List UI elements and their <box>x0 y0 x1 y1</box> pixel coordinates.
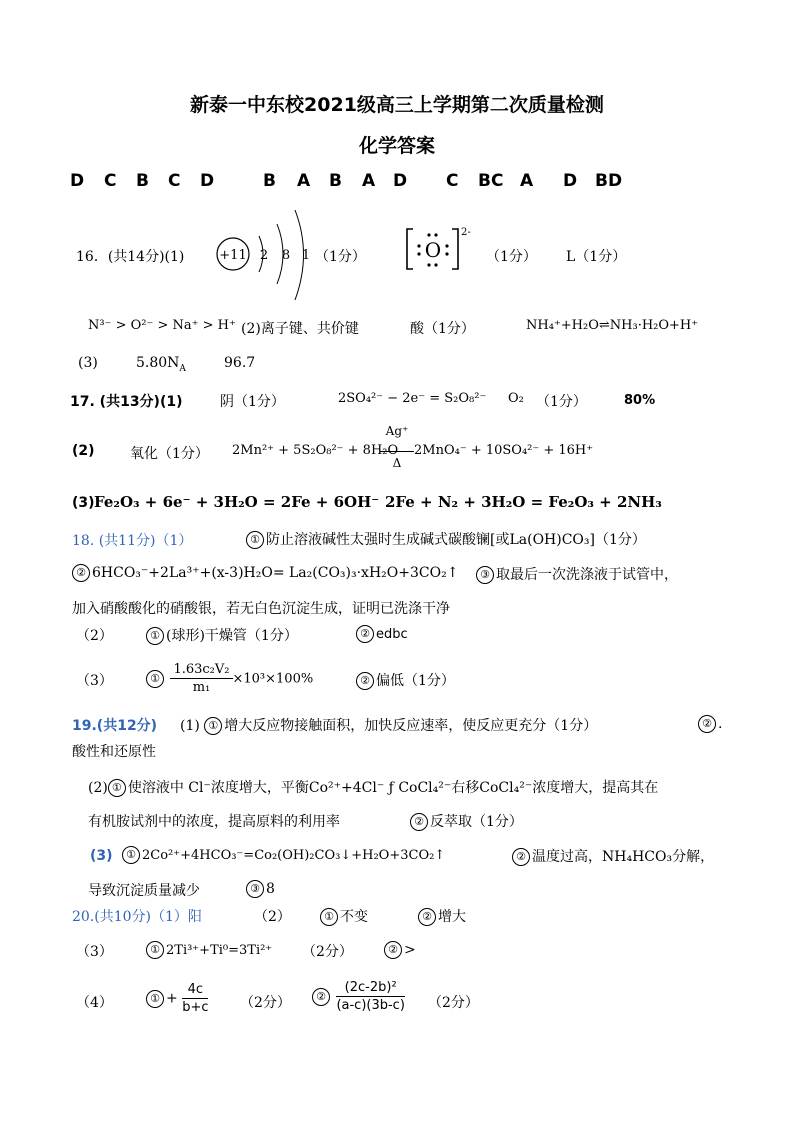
q20-b1: ① 2Ti³⁺+Ti⁰=3Ti²⁺ <box>146 941 272 959</box>
heat-label: Δ <box>392 456 402 470</box>
q16-head: 16．(共14分)(1) <box>76 249 185 265</box>
q19-c2-cont: 导致沉淀质量减少 <box>88 883 200 899</box>
q19-b1-cont: 有机胺试剂中的浓度，提高原料的利用率 <box>88 814 340 830</box>
q17-equation-2-left: 2Mn²⁺ + 5S₂O₈²⁻ + 8H₂O <box>232 443 399 458</box>
q17-equation-1: 2SO₄²⁻ − 2e⁻ = S₂O₈²⁻ <box>338 391 487 406</box>
q19-c2: ② 温度过高，NH₄HCO₃分解， <box>512 846 714 866</box>
q20-a1: ① 不变 <box>320 906 368 926</box>
q17-o2: O₂ <box>508 391 524 406</box>
page-title: 新泰一中东校2021级高三上学期第二次质量检测 <box>190 94 604 116</box>
q17-head: 17. (共13分)(1) <box>70 394 183 410</box>
q18-b1: ① (球形)干燥管（1分） <box>146 625 298 645</box>
q19-a2: 酸性和还原性 <box>72 744 156 760</box>
q18-answer-2: ② 6HCO₃⁻+2La³⁺+(x-3)H₂O= La₂(CO₃)₃·xH₂O+3CO₂↑ <box>72 564 458 582</box>
shell-3-count: 1 <box>301 248 311 263</box>
q17-equation-3: Fe₂O₃ + 6e⁻ + 3H₂O = 2Fe + 6OH⁻ <box>94 493 380 511</box>
q18-answer-1: ① 防止溶液碱性太强时生成碱式碳酸镧[或La(OH)CO₃]（1分） <box>246 529 646 549</box>
nucleus-charge: +11 <box>219 248 247 263</box>
q20-c2-score: （2分） <box>428 995 479 1011</box>
mc-answer: C <box>104 171 117 191</box>
shell-2-count: 8 <box>281 248 291 263</box>
q19-b2: ② 反萃取（1分） <box>410 811 523 831</box>
q17-part-3: (3) <box>72 495 95 511</box>
q17-part-2: (2) <box>72 443 95 459</box>
q19-b1: (2) ① 使溶液中 Cl⁻浓度增大，平衡Co²⁺+4Cl⁻ ƒ CoCl₄²⁻右移CoCl₄²⁻浓度增大，提高其在 <box>88 780 659 796</box>
q18-part-3: （3） <box>76 673 113 689</box>
q20-c2: ② $\frac{\text{(2c-2b)²}}{(a-c)(3b-c)}$ <box>312 980 405 1013</box>
mc-answer: B <box>329 171 342 191</box>
mc-answer: C <box>168 171 181 191</box>
q20-part-3: （3） <box>76 944 113 960</box>
sodium-atom-structure-diagram <box>214 206 314 306</box>
reaction-arrow-line <box>380 451 414 452</box>
mc-answer: D <box>393 171 408 191</box>
q16-part-3: (3) <box>78 355 98 371</box>
q20-b2: ② > <box>384 941 416 959</box>
oxide-ion-electron-dot <box>405 221 480 276</box>
q18-head: 18. (共11分)（1） <box>72 533 193 549</box>
q20-part-2: （2） <box>254 909 291 925</box>
q16-value-1: $5.80N_A$ <box>136 355 186 374</box>
q17-oxidation: 氧化（1分） <box>130 446 209 462</box>
q17-answer-1: 阴（1分） <box>220 394 285 410</box>
mc-answer: D <box>563 171 578 191</box>
q18-b2: ② edbc <box>356 625 408 643</box>
svg-text:O: O <box>424 238 442 262</box>
q20-a2: ② 增大 <box>418 906 466 926</box>
hydrolysis-equation: NH₄⁺+H₂O⇌NH₃·H₂O+H⁺ <box>526 318 699 333</box>
q16-part-2: (2)离子键、共价键 <box>241 321 359 337</box>
shell-1-count: 2 <box>259 248 269 263</box>
q19-a1: (1) ① 增大反应物接触面积，加快反应速率，使反应更充分（1分） <box>180 718 598 734</box>
q16-score-2: （1分） <box>486 249 537 265</box>
page-subtitle: 化学答案 <box>358 135 435 157</box>
q20-c1: ① + $\frac{4c}{b+c}$ <box>146 982 208 1015</box>
ion-charge: 2- <box>461 227 471 238</box>
q19-head: 19.(共12分) <box>72 718 158 734</box>
q20-b1-score: （2分） <box>302 944 353 960</box>
mc-answer: A <box>297 171 311 191</box>
q18-part-2: （2） <box>76 628 113 644</box>
mc-answer: D <box>70 171 85 191</box>
q18-answer-3-cont: 加入硝酸酸化的硝酸银，若无白色沉淀生成，证明已洗涤干净 <box>72 601 450 617</box>
mc-answer: BC <box>478 171 504 191</box>
ion-radius-order: N³⁻ > O²⁻ > Na⁺ > H⁺ <box>88 318 236 333</box>
mc-answer: B <box>263 171 276 191</box>
mc-answer: BD <box>595 171 623 191</box>
q18-c2: ② 偏低（1分） <box>356 670 455 690</box>
q17-equation-4: 2Fe + N₂ + 3H₂O = Fe₂O₃ + 2NH₃ <box>385 493 662 511</box>
q19-c3: ③ 8 <box>246 880 275 898</box>
q20-head: 20.(共10分)（1）阳 <box>72 909 202 925</box>
q16-acid: 酸（1分） <box>410 321 475 337</box>
q16-answer-L: L（1分） <box>566 249 627 265</box>
q20-part-4: （4） <box>76 995 113 1011</box>
q19-a2-marker: ② . <box>698 715 722 733</box>
q16-score-1: （1分） <box>315 249 366 265</box>
q18-answer-3: ③ 取最后一次洗涤液于试管中， <box>476 564 678 584</box>
mc-answer: B <box>136 171 149 191</box>
q19-c1: ① 2Co²⁺+4HCO₃⁻=Co₂(OH)₂CO₃↓+H₂O+3CO₂↑ <box>122 846 445 864</box>
catalyst-label: Ag⁺ <box>385 424 409 438</box>
q16-value-2: 96.7 <box>224 355 256 371</box>
q17-equation-2-right: 2MnO₄⁻ + 10SO₄²⁻ + 16H⁺ <box>414 443 594 458</box>
q19-part-3: (3) <box>90 848 113 864</box>
mc-answer: C <box>446 171 459 191</box>
q17-percent: 80% <box>624 393 656 408</box>
mc-answer: D <box>200 171 215 191</box>
mc-answer: A <box>520 171 534 191</box>
mc-answer: A <box>362 171 376 191</box>
q17-o2-score: （1分） <box>536 394 587 410</box>
q20-c1-score: （2分） <box>240 995 291 1011</box>
q18-formula: ① $\frac{\text{1.63c₂V₂}}{\text{m₁}}$ ×10³×100% <box>146 662 313 695</box>
